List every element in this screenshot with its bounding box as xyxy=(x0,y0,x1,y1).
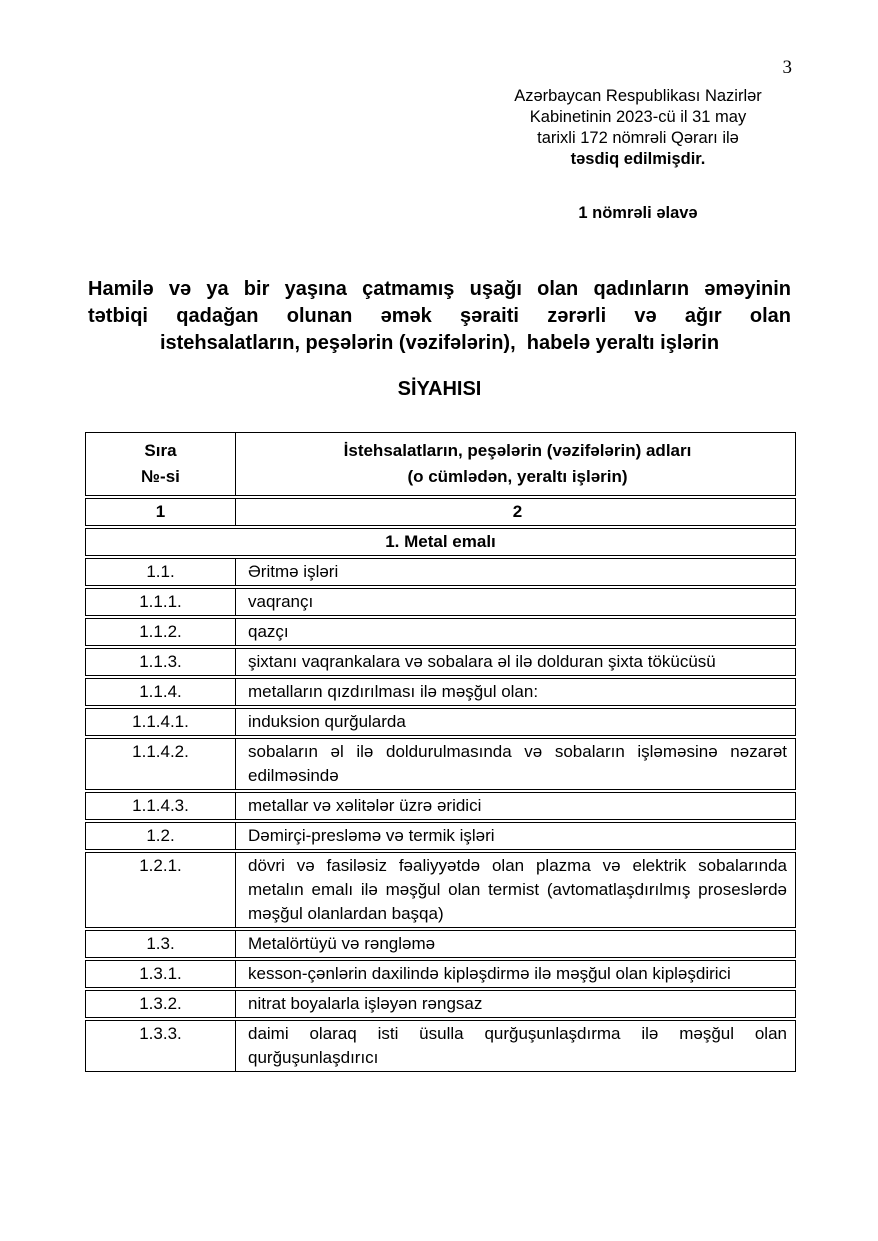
approval-line-4: təsdiq edilmişdir. xyxy=(570,150,706,168)
row-name: daimi olaraq isti üsulla qurğuşunlaşdırma ilə məşğul olan qurğuşunlaşdırıcı xyxy=(236,1020,796,1072)
header-cell-number xyxy=(85,432,236,496)
annex-label: 1 nömrəli əlavə xyxy=(578,204,698,222)
row-number: 1.1.4. xyxy=(85,678,236,706)
section-row xyxy=(85,528,796,556)
row-number: 1.1.3. xyxy=(85,648,236,676)
table-row xyxy=(85,960,796,988)
row-number: 1.1.4.3. xyxy=(85,792,236,820)
row-name: metalların qızdırılması ilə məşğul olan: xyxy=(236,678,796,706)
table-row xyxy=(85,822,796,850)
row-name: şixtanı vaqrankalara və sobalara əl ilə dolduran şixta tökücüsü xyxy=(236,648,796,676)
row-name: dövri və fasiləsiz fəaliyyətdə olan plazma və elektrik sobalarında metalın emalı ilə məşğul olan termist (avtomatlaşdırılmış proseslərdə məşğul olanlardan başqa) xyxy=(236,852,796,928)
table-row xyxy=(85,738,796,790)
table-row xyxy=(85,930,796,958)
header-col2-line1: İstehsalatların, peşələrin (vəzifələrin) adları xyxy=(343,441,692,460)
table-row xyxy=(85,588,796,616)
row-name: Dəmirçi-presləmə və termik işləri xyxy=(236,822,796,850)
row-name: kesson-çənlərin daxilində kipləşdirmə ilə məşğul olan kipləşdirici xyxy=(236,960,796,988)
approval-line-2: Kabinetinin 2023-cü il 31 may xyxy=(529,108,747,126)
table-row xyxy=(85,618,796,646)
row-name: vaqrançı xyxy=(236,588,796,616)
row-number: 1.1. xyxy=(85,558,236,586)
table-row xyxy=(85,1020,796,1072)
page-number: 3 xyxy=(782,57,792,78)
row-name: nitrat boyalarla işləyən rəngsaz xyxy=(236,990,796,1018)
row-name: sobaların əl ilə doldurulmasında və sobaların işləməsinə nəzarət edilməsində xyxy=(236,738,796,790)
row-number: 1.1.4.2. xyxy=(85,738,236,790)
approval-line-1: Azərbaycan Respublikası Nazirlər xyxy=(514,87,762,105)
title-line-1: Hamilə və ya bir yaşına çatmamış uşağı olan qadınların əməyinin xyxy=(88,278,791,300)
row-number: 1.3.1. xyxy=(85,960,236,988)
row-number: 1.1.2. xyxy=(85,618,236,646)
table-row xyxy=(85,558,796,586)
header-col1-line2: №-si xyxy=(141,467,180,486)
row-name: Əritmə işləri xyxy=(236,558,796,586)
table-row xyxy=(85,792,796,820)
header-col2-line2: (o cümlədən, yeraltı işlərin) xyxy=(407,467,628,486)
index-cell-2: 2 xyxy=(236,498,796,526)
document-title xyxy=(88,276,791,357)
table-row xyxy=(85,648,796,676)
row-number: 1.3. xyxy=(85,930,236,958)
occupations-table xyxy=(85,430,796,1074)
list-heading: SİYAHISI xyxy=(397,378,482,400)
row-name: Metalörtüyü və rəngləmə xyxy=(236,930,796,958)
table-header-row xyxy=(85,432,796,496)
index-cell-1: 1 xyxy=(85,498,236,526)
column-index-row xyxy=(85,498,796,526)
title-line-3: istehsalatların, peşələrin (vəzifələrin), habelə yeraltı işlərin xyxy=(159,332,720,354)
table-row xyxy=(85,990,796,1018)
row-number: 1.1.4.1. xyxy=(85,708,236,736)
row-name: qazçı xyxy=(236,618,796,646)
row-number: 1.2. xyxy=(85,822,236,850)
row-number: 1.3.2. xyxy=(85,990,236,1018)
row-name: induksion qurğularda xyxy=(236,708,796,736)
row-name: metallar və xəlitələr üzrə əridici xyxy=(236,792,796,820)
row-number: 1.2.1. xyxy=(85,852,236,928)
header-col1-line1: Sıra xyxy=(144,441,177,460)
title-line-2: tətbiqi qadağan olunan əmək şəraiti zərərli və ağır olan xyxy=(88,305,791,327)
table-row xyxy=(85,678,796,706)
section-title: 1. Metal emalı xyxy=(85,528,796,556)
approval-line-3: tarixli 172 nömrəli Qərarı ilə xyxy=(537,129,739,147)
row-number: 1.3.3. xyxy=(85,1020,236,1072)
header-cell-names xyxy=(236,432,796,496)
table-row xyxy=(85,708,796,736)
table-row xyxy=(85,852,796,928)
row-number: 1.1.1. xyxy=(85,588,236,616)
approval-block xyxy=(478,86,798,224)
